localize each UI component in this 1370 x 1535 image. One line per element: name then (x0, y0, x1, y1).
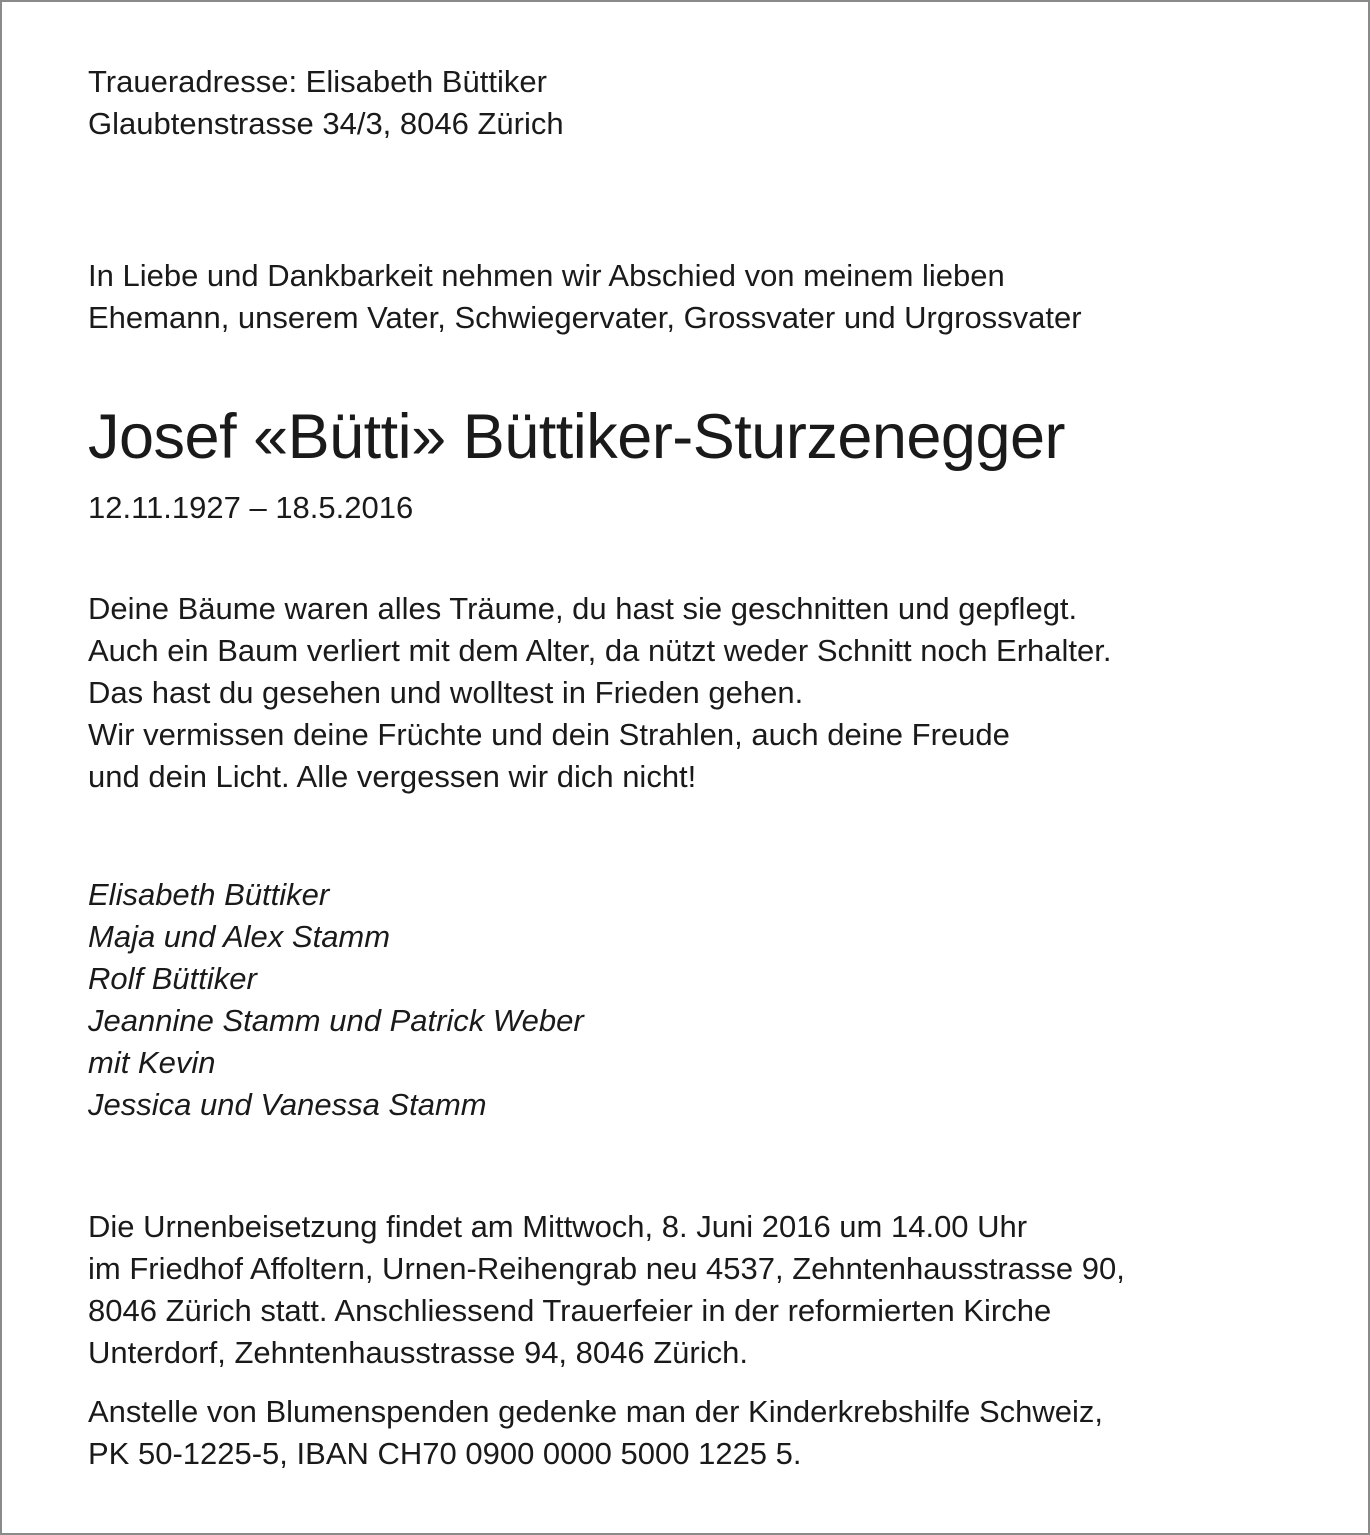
mourner-name: mit Kevin (88, 1045, 216, 1080)
life-dates (88, 487, 413, 529)
poem-line: Das hast du gesehen und wolltest in Frieden gehen. (88, 675, 804, 710)
mourner-name: Rolf Büttiker (88, 961, 257, 996)
donation-line: Anstelle von Blumenspenden gedenke man der Kinderkrebshilfe Schweiz, (88, 1394, 1103, 1429)
ceremony-line: 8046 Zürich statt. Anschliessend Trauerfeier in der reformierten Kirche (88, 1293, 1052, 1328)
mourner-name: Jessica und Vanessa Stamm (88, 1087, 487, 1122)
deceased-name: Josef «Bütti» Büttiker-Sturzenegger (88, 402, 1066, 472)
ceremony-line: Unterdorf, Zehntenhausstrasse 94, 8046 Zürich. (88, 1335, 748, 1370)
ceremony-line: im Friedhof Affoltern, Urnen-Reihengrab neu 4537, Zehntenhausstrasse 90, (88, 1251, 1125, 1286)
poem-line: und dein Licht. Alle vergessen wir dich nicht! (88, 759, 697, 794)
mourner-name: Elisabeth Büttiker (88, 877, 330, 912)
intro-line: Ehemann, unserem Vater, Schwiegervater, Grossvater und Urgrossvater (88, 300, 1082, 335)
poem-line: Auch ein Baum verliert mit dem Alter, da nützt weder Schnitt noch Erhalter. (88, 633, 1112, 668)
ceremony-line: Die Urnenbeisetzung findet am Mittwoch, 8. Juni 2016 um 14.00 Uhr (88, 1209, 1028, 1244)
poem (88, 588, 1112, 798)
address-line: Glaubtenstrasse 34/3, 8046 Zürich (88, 106, 564, 141)
ceremony-details (88, 1206, 1125, 1374)
mourners-list (88, 874, 584, 1126)
intro-text (88, 255, 1082, 339)
donation-line: PK 50-1225-5, IBAN CH70 0900 0000 5000 1225 5. (88, 1436, 802, 1471)
mourner-name: Maja und Alex Stamm (88, 919, 391, 954)
address-line: Traueradresse: Elisabeth Büttiker (88, 64, 547, 99)
poem-line: Wir vermissen deine Früchte und dein Strahlen, auch deine Freude (88, 717, 1010, 752)
mourning-address (88, 61, 564, 145)
mourner-name: Jeannine Stamm und Patrick Weber (88, 1003, 584, 1038)
life-dates-text: 12.11.1927 – 18.5.2016 (88, 490, 414, 525)
donation-note (88, 1391, 1103, 1475)
poem-line: Deine Bäume waren alles Träume, du hast sie geschnitten und gepflegt. (88, 591, 1078, 626)
intro-line: In Liebe und Dankbarkeit nehmen wir Abschied von meinem lieben (88, 258, 1005, 293)
